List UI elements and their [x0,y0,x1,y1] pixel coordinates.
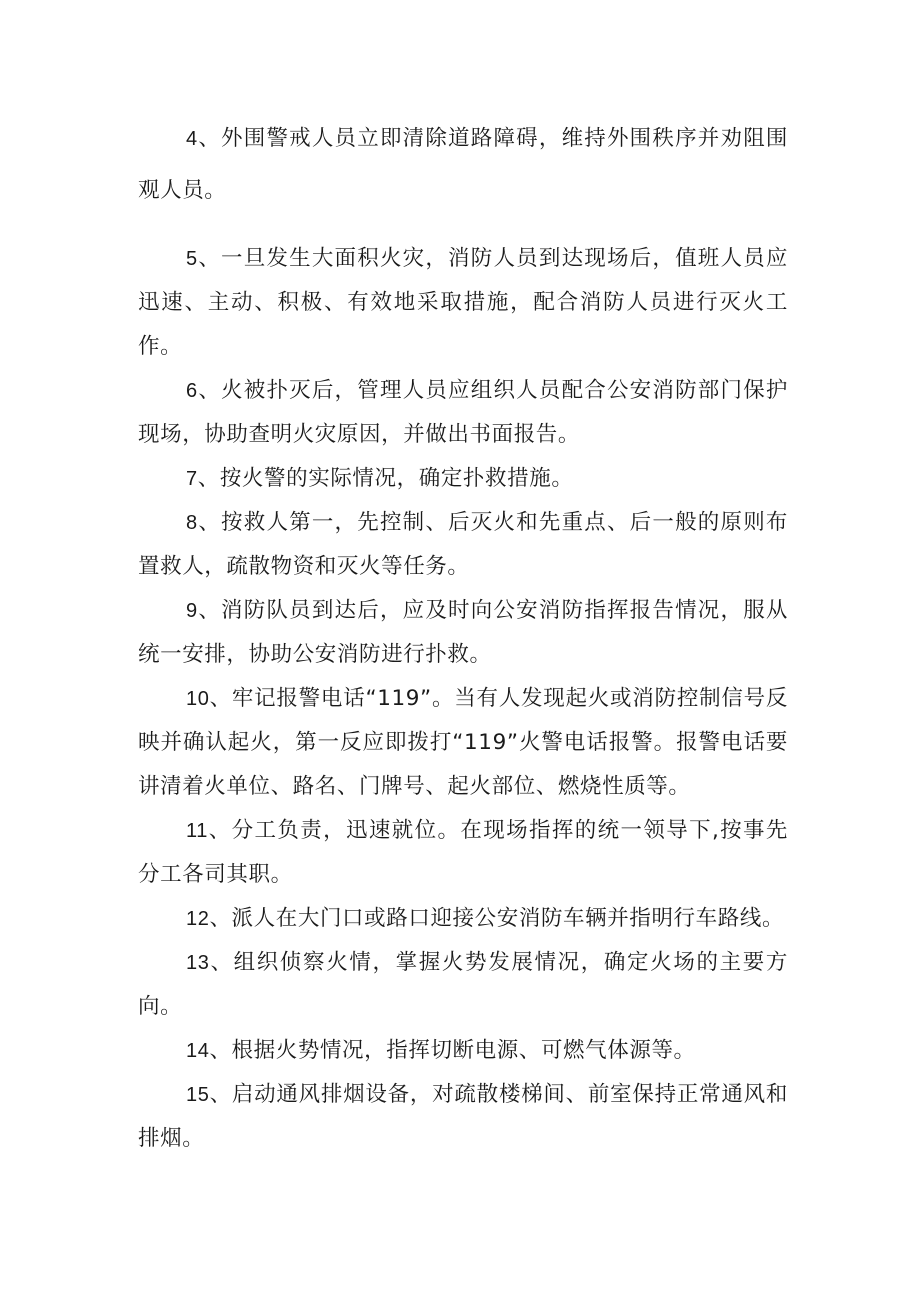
paragraph-number: 7 [186,468,198,490]
paragraph-10 [138,677,788,809]
paragraph-text: 、分工负责，迅速就位。在现场指挥的统一领导下,按事先分工各司其职。 [138,818,788,887]
paragraph-15 [138,1073,788,1161]
paragraph-number: 13 [186,952,210,974]
paragraph-number: 11 [186,820,208,842]
paragraph-4 [138,113,788,217]
paragraph-number: 6 [186,380,198,402]
paragraph-number: 8 [186,512,198,534]
paragraph-text: 、按火警的实际情况，确定扑救措施。 [197,466,574,491]
paragraph-number: 14 [186,1040,210,1062]
paragraph-text: 、派人在大门口或路口迎接公安消防车辆并指明行车路线。 [209,906,785,931]
paragraph-text: 、火被扑灭后，管理人员应组织人员配合公安消防部门保护现场，协助查明火灾原因，并做出书面报告。 [138,378,788,447]
paragraph-12 [138,897,788,941]
paragraph-number: 10 [186,688,210,710]
document-body [138,113,788,1161]
paragraph-text: 、牢记报警电话“119”。当有人发现起火或消防控制信号反映并确认起火，第一反应即拨打“119”火警电话报警。报警电话要讲清着火单位、路名、门牌号、起火部位、燃烧性质等。 [138,686,788,799]
paragraph-number: 5 [186,248,198,270]
paragraph-13 [138,941,788,1029]
paragraph-text: 、启动通风排烟设备，对疏散楼梯间、前室保持正常通风和排烟。 [138,1082,788,1151]
paragraph-text: 、消防队员到达后，应及时向公安消防指挥报告情况，服从统一安排，协助公安消防进行扑救。 [138,598,788,667]
paragraph-5 [138,237,788,369]
paragraph-number: 4 [186,128,198,150]
paragraph-text: 、根据火势情况，指挥切断电源、可燃气体源等。 [209,1038,696,1063]
paragraph-text: 、组织侦察火情，掌握火势发展情况，确定火场的主要方向。 [138,950,788,1019]
paragraph-text: 、外围警戒人员立即清除道路障碍，维持外围秩序并劝阻围观人员。 [138,126,788,203]
paragraph-6 [138,369,788,457]
paragraph-number: 15 [186,1084,210,1106]
paragraph-14 [138,1029,788,1073]
paragraph-number: 12 [186,908,210,930]
paragraph-11 [138,809,788,897]
paragraph-text: 、一旦发生大面积火灾，消防人员到达现场后，值班人员应迅速、主动、积极、有效地采取措施，配合消防人员进行灭火工作。 [138,246,788,359]
paragraph-text: 、按救人第一，先控制、后灭火和先重点、后一般的原则布置救人，疏散物资和灭火等任务。 [138,510,788,579]
paragraph-7 [138,457,788,501]
paragraph-8 [138,501,788,589]
paragraph-number: 9 [186,600,198,622]
paragraph-9 [138,589,788,677]
